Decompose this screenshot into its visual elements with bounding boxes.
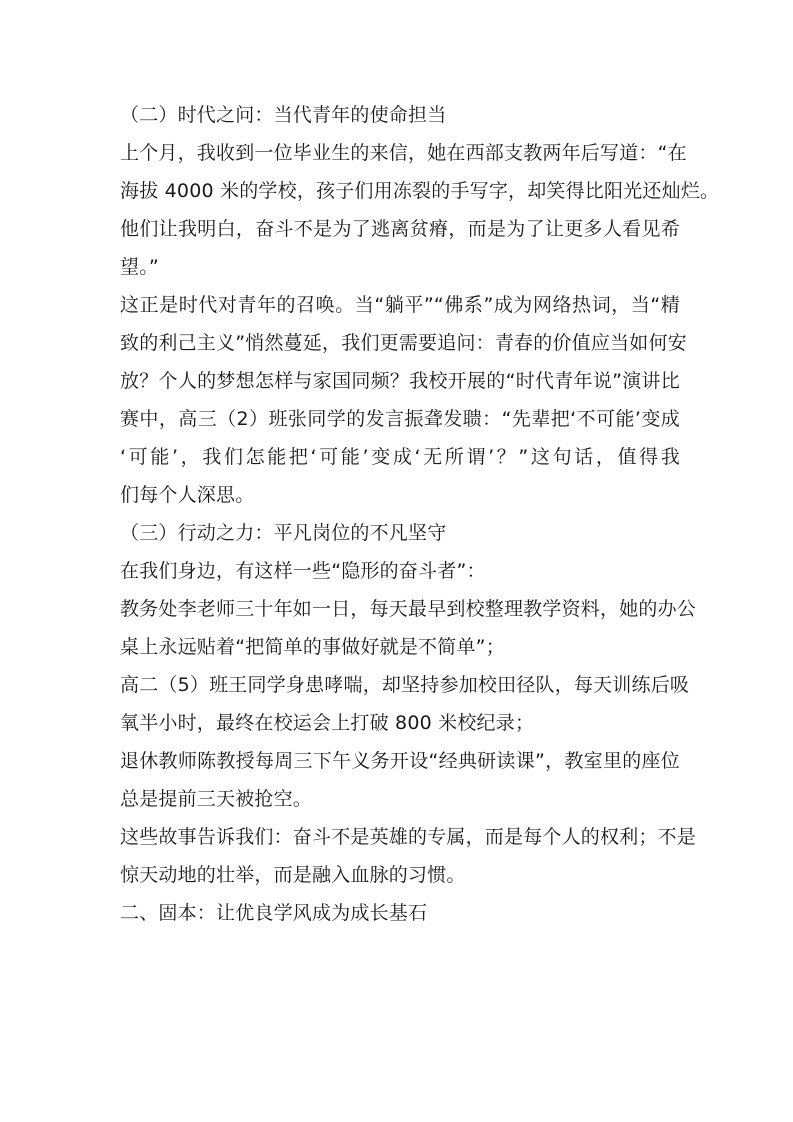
text-line: 望。”	[120, 256, 159, 278]
text-line: 赛中，高三（2）班张同学的发言振聋发聩：“先辈把‘不可能’变成	[120, 408, 680, 430]
document-body	[120, 96, 720, 932]
text-line: 这正是时代对青年的召唤。当“躺平”“佛系”成为网络热词，当“精	[120, 294, 680, 316]
text-line: （三）行动之力：平凡岗位的不凡坚守	[120, 522, 447, 544]
text-line: 他们让我明白，奋斗不是为了逃离贫瘠，而是为了让更多人看见希	[120, 218, 680, 240]
text-line: 放？个人的梦想怎样与家国同频？我校开展的“时代青年说”演讲比	[120, 370, 680, 392]
text-line: 在我们身边，有这样一些“隐形的奋斗者”：	[120, 560, 486, 582]
text-line: 二、固本：让优良学风成为成长基石	[120, 902, 428, 924]
text-line: 退休教师陈教授每周三下午义务开设“经典研读课”，教室里的座位	[120, 750, 680, 772]
text-line: 海拔 4000 米的学校，孩子们用冻裂的手写字，却笑得比阳光还灿烂。	[120, 180, 720, 202]
text-line: 这些故事告诉我们：奋斗不是英雄的专属，而是每个人的权利；不是	[120, 826, 697, 848]
text-line: 总是提前三天被抢空。	[120, 788, 313, 810]
text-line: 们每个人深思。	[120, 484, 255, 506]
text-line: （二）时代之问：当代青年的使命担当	[120, 104, 447, 126]
text-line: 致的利己主义”悄然蔓延，我们更需要追问：青春的价值应当如何安	[120, 332, 687, 354]
text-line: 氧半小时，最终在校运会上打破 800 米校纪录；	[120, 712, 535, 734]
text-line: 桌上永远贴着“把简单的事做好就是不简单”；	[120, 636, 505, 658]
text-line: 高二（5）班王同学身患哮喘，却坚持参加校田径队，每天训练后吸	[120, 674, 690, 696]
text-line: 上个月，我收到一位毕业生的来信，她在西部支教两年后写道：“在	[120, 142, 687, 164]
text-line: 教务处李老师三十年如一日，每天最早到校整理教学资料，她的办公	[120, 598, 697, 620]
text-line: 惊天动地的壮举，而是融入血脉的习惯。	[120, 864, 466, 886]
text-line: ‘可能’，我们怎能把‘可能’变成‘无所谓’？”这句话，值得我	[120, 446, 680, 468]
